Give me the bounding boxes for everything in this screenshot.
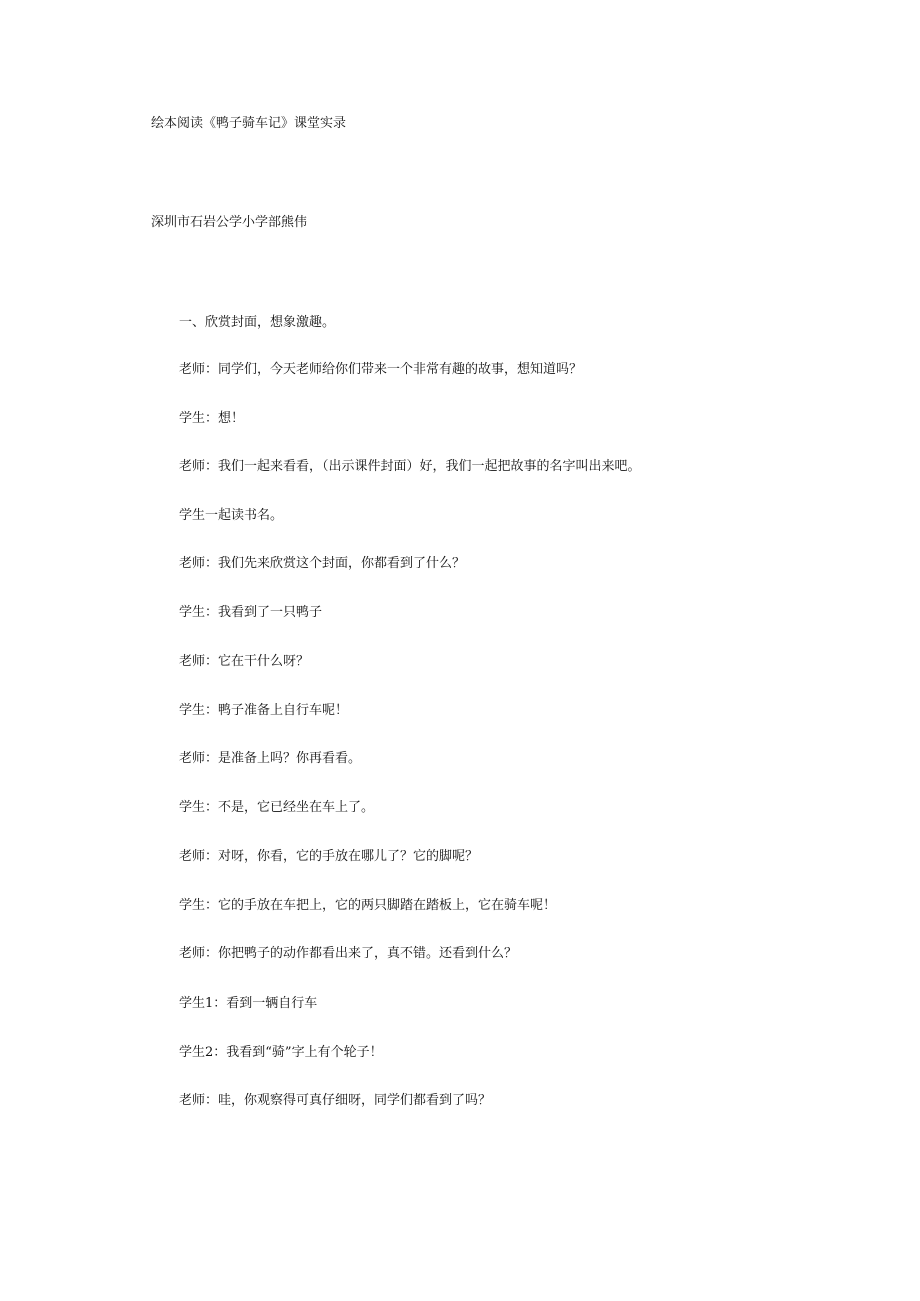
dialogue-line: 学生2：我看到“骑”字上有个轮子！	[179, 1045, 383, 1060]
dialogue-line: 学生：想！	[179, 411, 245, 426]
dialogue-line: 老师：哇，你观察得可真仔细呀，同学们都看到了吗？	[179, 1093, 492, 1108]
dialogue-line: 老师：对呀，你看，它的手放在哪儿了？它的脚呢？	[179, 849, 479, 864]
dialogue-line: 老师：同学们，今天老师给你们带来一个非常有趣的故事，想知道吗？	[179, 362, 583, 377]
dialogue-line: 老师：我们先来欣赏这个封面，你都看到了什么？	[179, 556, 466, 571]
dialogue-line: 老师：我们一起来看看，（出示课件封面）好，我们一起把故事的名字叫出来吧。	[179, 459, 641, 474]
dialogue-line: 学生一起读书名。	[179, 508, 284, 523]
dialogue-line: 学生：不是，它已经坐在车上了。	[179, 800, 375, 815]
dialogue-line: 学生1：看到一辆自行车	[179, 996, 318, 1011]
dialogue-line: 学生：鸭子准备上自行车呢！	[179, 703, 349, 718]
dialogue-line: 学生：我看到了一只鸭子	[179, 605, 323, 620]
dialogue-line: 学生：它的手放在车把上，它的两只脚踏在踏板上，它在骑车呢！	[179, 898, 557, 913]
document-title: 绘本阅读《鸭子骑车记》课堂实录	[151, 116, 347, 131]
document-author: 深圳市石岩公学小学部熊伟	[151, 215, 308, 230]
section-heading: 一、欣赏封面，想象激趣。	[179, 315, 336, 330]
dialogue-line: 老师：你把鸭子的动作都看出来了，真不错。还看到什么？	[179, 946, 518, 961]
dialogue-line: 老师：它在干什么呀？	[179, 654, 310, 669]
dialogue-line: 老师：是准备上吗？你再看看。	[179, 751, 362, 766]
